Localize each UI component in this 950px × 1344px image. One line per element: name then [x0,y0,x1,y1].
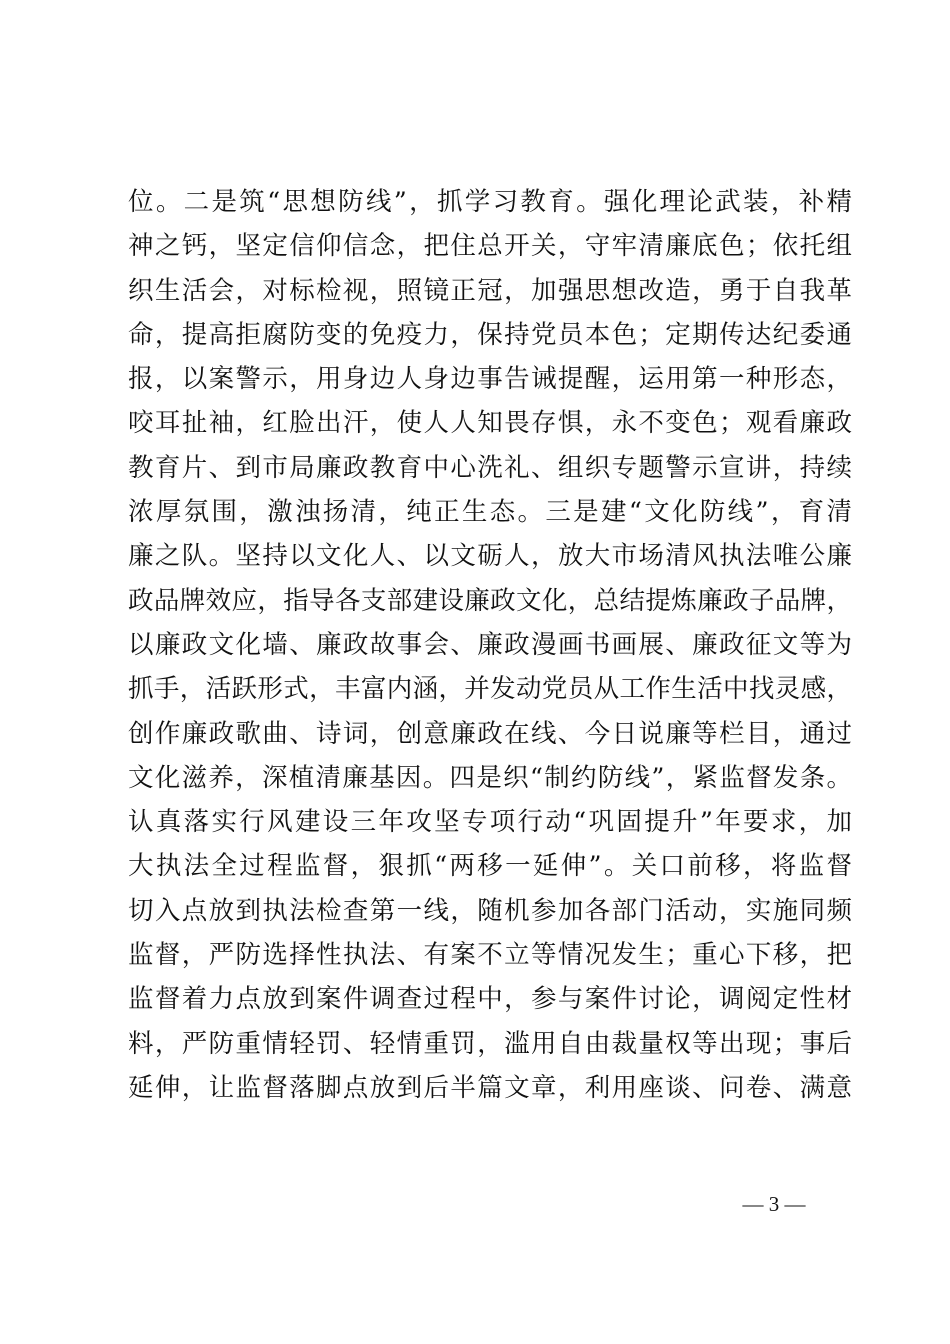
text-line: 教育片、到市局廉政教育中心洗礼、组织专题警示宣讲，持续 [128,452,852,483]
text-line: 织生活会，对标检视，照镜正冠，加强思想改造，勇于自我革 [128,275,852,306]
text-line: 延伸，让监督落脚点放到后半篇文章，利用座谈、问卷、满意 [128,1072,852,1103]
text-line: 切入点放到执法检查第一线，随机参加各部门活动，实施同频 [128,895,852,926]
text-line: 廉之队。坚持以文化人、以文砺人，放大市场清风执法唯公廉 [128,541,852,572]
text-line: 位。二是筑“思想防线”，抓学习教育。强化理论武装，补精 [128,187,852,217]
text-line: 政品牌效应，指导各支部建设廉政文化，总结提炼廉政子品牌， [128,585,852,616]
text-line: 料，严防重情轻罚、轻情重罚，滥用自由裁量权等出现；事后 [128,1028,852,1059]
text-line: 报，以案警示，用身边人身边事告诫提醒，运用第一种形态， [128,364,852,395]
page-number: — 3 — [742,1192,806,1216]
text-line: 抓手，活跃形式，丰富内涵，并发动党员从工作生活中找灵感， [128,674,852,705]
text-line: 认真落实行风建设三年攻坚专项行动“巩固提升”年要求，加 [128,807,852,838]
text-line: 监督着力点放到案件调查过程中，参与案件讨论，调阅定性材 [128,984,852,1015]
text-line: 文化滋养，深植清廉基因。四是织“制约防线”，紧监督发条。 [128,762,852,793]
text-line: 监督，严防选择性执法、有案不立等情况发生；重心下移，把 [128,940,852,971]
text-line: 浓厚氛围，激浊扬清，纯正生态。三是建“文化防线”，育清 [128,497,852,528]
text-line: 咬耳扯袖，红脸出汗，使人人知畏存惧，永不变色；观看廉政 [128,408,852,439]
body-text [128,180,868,1110]
text-line: 大执法全过程监督，狠抓“两移一延伸”。关口前移，将监督 [128,851,852,882]
text-line: 以廉政文化墙、廉政故事会、廉政漫画书画展、廉政征文等为 [128,629,852,660]
text-line: 神之钙，坚定信仰信念，把住总开关，守牢清廉底色；依托组 [128,231,852,262]
text-line: 命，提高拒腐防变的免疫力，保持党员本色；定期传达纪委通 [128,319,852,350]
text-line: 创作廉政歌曲、诗词，创意廉政在线、今日说廉等栏目，通过 [128,718,852,749]
